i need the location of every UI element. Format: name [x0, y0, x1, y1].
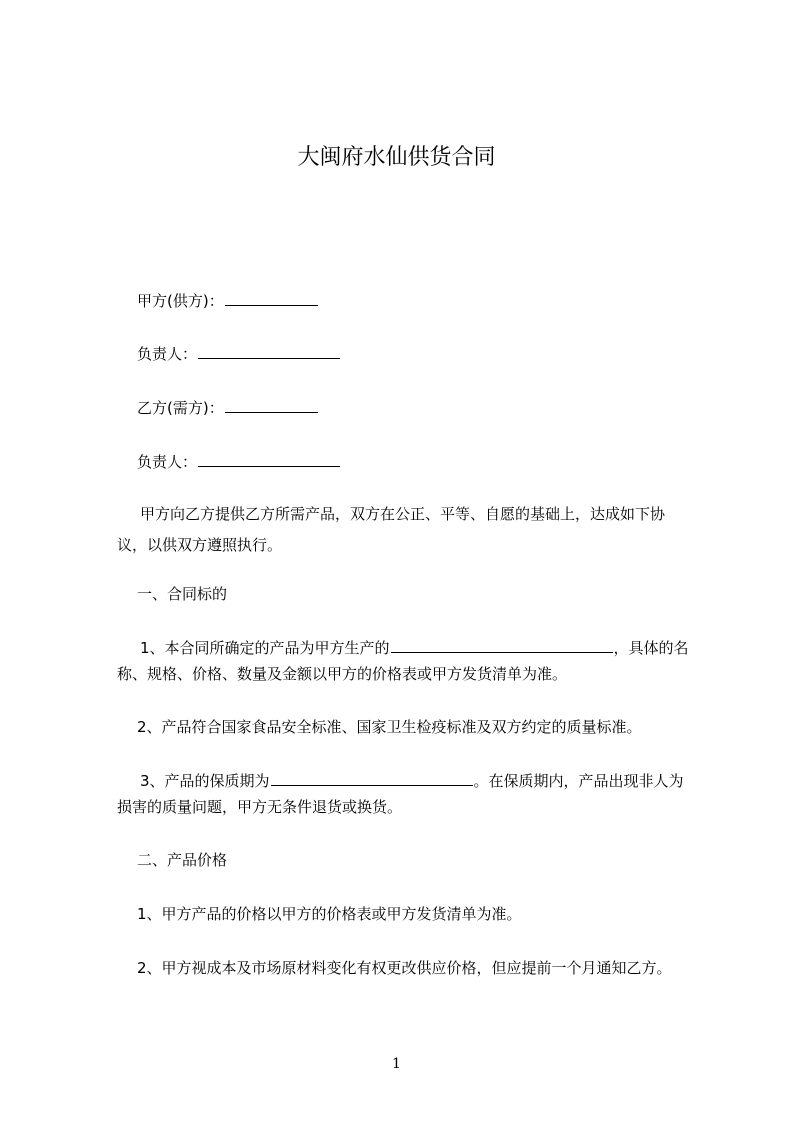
intro-line-2: 议，以供双方遵照执行。: [117, 536, 283, 554]
party-a-line: [137, 290, 319, 312]
party-b-rep-line: [137, 451, 341, 473]
section2-heading: 二、产品价格: [137, 851, 228, 869]
section1-item3-line2: 损害的质量问题，甲方无条件退货或换货。: [117, 798, 403, 816]
section1-item1-line2: 称、规格、价格、数量及金额以甲方的价格表或甲方发货清单为准。: [117, 665, 568, 683]
section1-item1-prefix: 1、本合同所确定的产品为甲方生产的: [140, 639, 390, 657]
document-title: 大闽府水仙供货合同: [297, 145, 496, 170]
section2-item1: 1、甲方产品的价格以甲方的价格表或甲方发货清单为准。: [137, 905, 522, 923]
party-b-label: 乙方(需方)：: [137, 399, 224, 417]
party-a-rep-blank[interactable]: [198, 343, 340, 359]
product-name-blank[interactable]: [391, 637, 613, 653]
section1-item1-line1: [140, 637, 689, 659]
shelf-life-blank[interactable]: [271, 770, 473, 786]
section1-item3-suffix: 。在保质期内，产品出现非人为: [473, 772, 684, 790]
page-number: 1: [392, 1056, 401, 1072]
intro-line-1: 甲方向乙方提供乙方所需产品，双方在公正、平等、自愿的基础上，达成如下协: [140, 505, 666, 523]
section1-item3-prefix: 3、产品的保质期为: [140, 772, 270, 790]
section1-heading: 一、合同标的: [137, 585, 228, 603]
party-a-label: 甲方(供方)：: [137, 292, 224, 310]
section1-item3-line1: [140, 770, 684, 792]
party-b-line: [137, 397, 319, 419]
party-a-rep-line: [137, 343, 341, 365]
party-b-blank[interactable]: [225, 397, 318, 413]
party-a-blank[interactable]: [225, 290, 318, 306]
party-b-rep-label: 负责人：: [137, 453, 198, 471]
section1-item2: 2、产品符合国家食品安全标准、国家卫生检疫标准及双方约定的质量标准。: [137, 718, 642, 736]
party-b-rep-blank[interactable]: [198, 451, 340, 467]
section1-item1-suffix: ，具体的名: [613, 639, 689, 657]
section2-item2: 2、甲方视成本及市场原材料变化有权更改供应价格，但应提前一个月通知乙方。: [137, 959, 672, 977]
party-a-rep-label: 负责人：: [137, 345, 198, 363]
